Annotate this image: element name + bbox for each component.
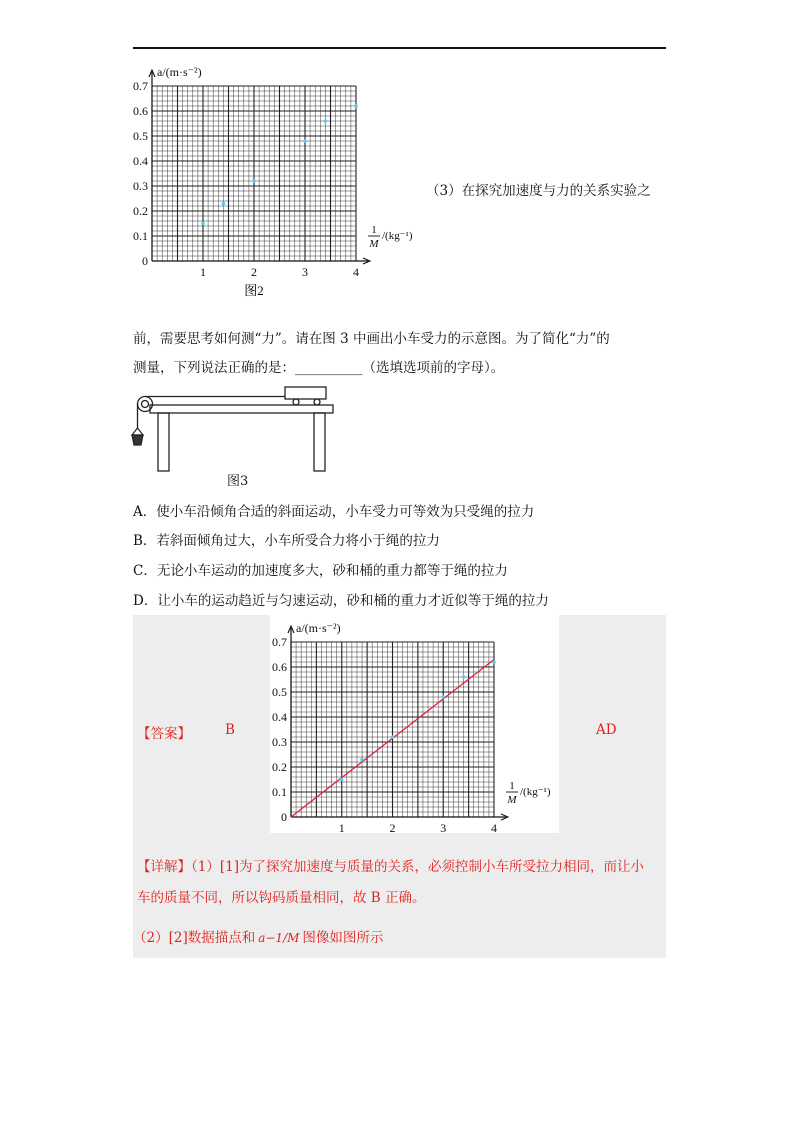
y-tick-label: 0.5 [272,685,287,699]
table-top [150,405,333,413]
answer-1: B [225,722,235,738]
detail-text-1: （1）[1]为了探究加速度与质量的关系，必须控制小车所受拉力相同，而让小 [191,859,644,875]
detail-text-3b: 图像如图所示 [302,930,384,946]
question-3-line2: 前，需要思考如何测“力”。请在图 3 中画出小车受力的示意图。为了简化“力”的 [133,331,610,347]
y-tick-label: 0.7 [272,635,287,649]
data-point [492,660,496,664]
table-leg-right [314,413,325,471]
detail-line-2: 车的质量不同，所以钩码质量相同，故 B 正确。 [137,890,426,906]
y-tick-label: 0.5 [133,129,148,143]
y-tick-label: 0.4 [133,154,148,168]
figure-2-chart [120,55,413,305]
detail-line-1 [137,857,644,877]
line3-hint: （选填选项前的字母）。 [362,360,505,376]
option-c: C．无论小车运动的加速度多大，砂和桶的重力都等于绳的拉力 [133,563,508,579]
x-tick-label: 4 [353,265,359,279]
x-axis-label-numerator: 1 [371,224,377,236]
x-axis-label-denominator: M [369,238,379,250]
x-tick-label: 4 [491,821,497,835]
y-tick-label: 0.6 [133,104,148,118]
data-point [201,222,205,226]
answer-label: 【答案】 [137,726,191,742]
option-b: B．若斜面倾角过大，小车所受合力将小于绳的拉力 [133,533,440,549]
formula-text: a−1/M [258,931,300,945]
detail-label: 【详解】 [137,859,191,875]
data-point [340,778,344,782]
x-axis-label-numerator: 1 [509,780,515,792]
detail-line-3 [133,928,383,948]
x-axis-label-unit: /(kg⁻¹) [382,230,413,242]
data-point [360,758,364,762]
y-tick-label: 0.1 [272,785,287,799]
table-leg-left [158,413,169,471]
y-tick-label: 0.4 [272,710,287,724]
header-rule [133,47,666,49]
data-point [354,104,358,108]
y-tick-label: 0.7 [133,79,148,93]
pulley-icon [138,397,153,412]
x-tick-label: 2 [251,265,257,279]
data-point [462,675,466,679]
x-axis-label-denominator: M [507,794,517,806]
y-tick-label: 0.3 [133,179,148,193]
line3-text: 测量，下列说法正确的是： [133,360,295,376]
x-tick-label: 3 [440,821,447,835]
data-point [324,119,328,123]
answer-blank: __________ [295,360,363,376]
y-tick-label: 0 [142,254,148,268]
answer-chart [270,615,559,833]
cart-wheel-icon [293,399,299,405]
x-tick-label: 1 [338,821,345,835]
y-axis-label: a/(m·s⁻²) [157,65,202,79]
bucket-icon [132,428,143,445]
answer-3: AD [596,722,617,738]
detail-formula [258,928,299,948]
option-a: A．使小车沿倾角合适的斜面运动，小车受力可等效为只受绳的拉力 [133,504,535,520]
data-point [222,202,226,206]
data-point [303,139,307,143]
y-tick-label: 0 [281,810,287,824]
x-tick-label: 2 [389,821,396,835]
data-point [252,179,256,183]
x-axis-label-unit: /(kg⁻¹) [520,786,551,798]
x-tick-label: 1 [200,265,206,279]
question-3-line3 [133,356,504,376]
figure-2-caption: 图2 [244,283,264,298]
y-tick-label: 0.2 [133,204,148,218]
question-3-part1: （3）在探究加速度与力的关系实验之 [426,183,651,199]
detail-text-3a: （2）[2]数据描点和 [133,930,256,946]
x-tick-label: 3 [302,265,308,279]
y-tick-label: 0.3 [272,735,287,749]
y-axis-label: a/(m·s⁻²) [296,621,341,635]
figure-3-caption: 图3 [227,474,249,489]
y-tick-label: 0.2 [272,760,287,774]
cart-wheel-icon [314,399,320,405]
cart-icon [285,387,326,399]
option-d: D．让小车的运动趋近与匀速运动，砂和桶的重力才近似等于绳的拉力 [133,593,549,609]
y-tick-label: 0.6 [272,660,287,674]
data-point [391,735,395,739]
y-tick-label: 0.1 [133,229,148,243]
data-point [441,695,445,699]
